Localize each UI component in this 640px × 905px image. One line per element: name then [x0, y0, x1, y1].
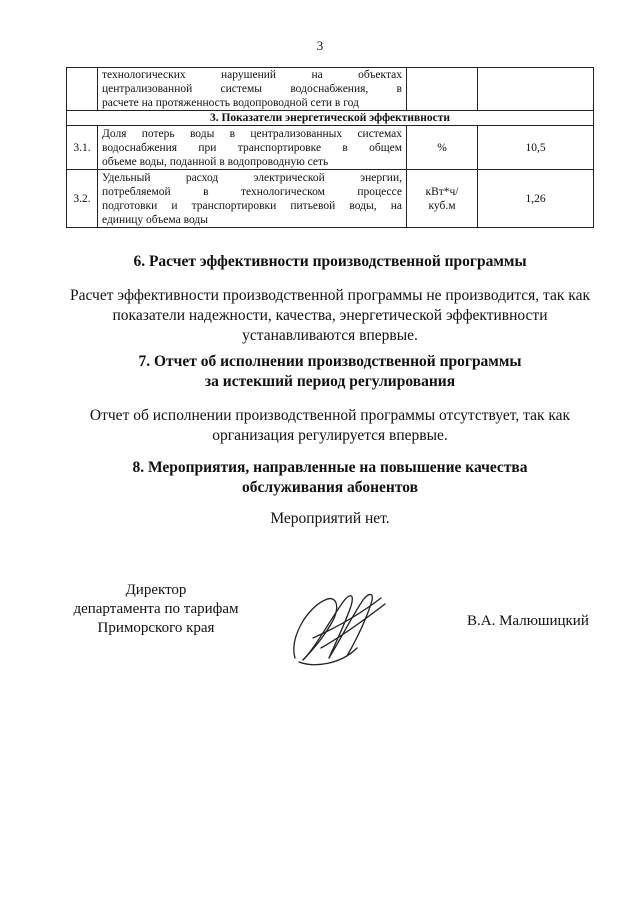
section-8-heading — [60, 458, 600, 498]
table-row — [67, 170, 594, 228]
description-line: подготовки и транспортировки питьевой воды, на — [102, 199, 402, 212]
table-row — [67, 126, 594, 170]
description-line: Доля потерь воды в централизованных системах — [102, 127, 402, 140]
value-cell: 1,26 — [478, 170, 594, 228]
unit-line: кВт*ч/ — [425, 185, 459, 198]
row-description-cell — [98, 126, 407, 170]
position-line: Приморского края — [97, 620, 215, 636]
table-section-row — [67, 111, 594, 126]
heading-line: за истекший период регулирования — [204, 373, 456, 390]
section-title: 3. Показатели энергетической эффективности — [67, 111, 594, 126]
description-line: Удельный расход электрической энергии, — [102, 171, 402, 184]
section-6-heading: 6. Расчет эффективности производственной программы — [133, 253, 527, 270]
handwritten-signature — [285, 578, 390, 673]
description-line: централизованной системы водоснабжения, в — [102, 83, 402, 95]
row-description-cell — [98, 68, 407, 111]
section-7-text — [60, 406, 600, 446]
row-number-cell — [67, 68, 98, 111]
unit-line: % — [437, 141, 447, 154]
value-cell — [478, 68, 594, 111]
text-line: показатели надежности, качества, энергетической эффективности — [112, 307, 548, 324]
description-line: технологических нарушений на объектах — [102, 69, 402, 81]
heading-line: обслуживания абонентов — [242, 479, 418, 496]
text-line: Расчет эффективности производственной программы не производится, так как — [69, 287, 590, 304]
text-line: организация регулируется впервые. — [212, 427, 448, 444]
description-line: водоснабжения при транспортировке в общем — [102, 141, 402, 154]
page-number: 3 — [316, 38, 324, 53]
heading-line: 7. Отчет об исполнении производственной программы — [138, 353, 522, 370]
text-line: Отчет об исполнении производственной программы отсутствует, так как — [89, 407, 571, 424]
section-6-text — [60, 286, 600, 346]
description-line: единицу объема воды — [102, 213, 208, 226]
text-line: устанавливаются впервые. — [242, 327, 418, 344]
row-number-cell: 3.2. — [67, 170, 98, 228]
description-line: объеме воды, поданной в водопроводную сеть — [102, 155, 329, 168]
value-cell: 10,5 — [478, 126, 594, 170]
description-line: расчете на протяженность водопроводной сети в год — [102, 97, 359, 109]
section-8-text: Мероприятий нет. — [270, 510, 390, 527]
unit-cell — [407, 68, 478, 111]
section-7-heading — [60, 352, 600, 392]
signatory-position — [66, 581, 246, 638]
heading-line: 8. Мероприятия, направленные на повышение качества — [132, 459, 528, 476]
position-line: департамента по тарифам — [73, 601, 239, 617]
unit-line: куб.м — [428, 199, 456, 212]
indicators-table — [66, 67, 594, 228]
table-row — [67, 68, 594, 111]
unit-cell — [407, 126, 478, 170]
row-description-cell — [98, 170, 407, 228]
description-line: потребляемой в технологическом процессе — [102, 185, 402, 198]
row-number-cell: 3.1. — [67, 126, 98, 170]
unit-cell — [407, 170, 478, 228]
signatory-name: В.А. Малюшицкий — [467, 613, 589, 629]
position-line: Директор — [125, 582, 187, 598]
